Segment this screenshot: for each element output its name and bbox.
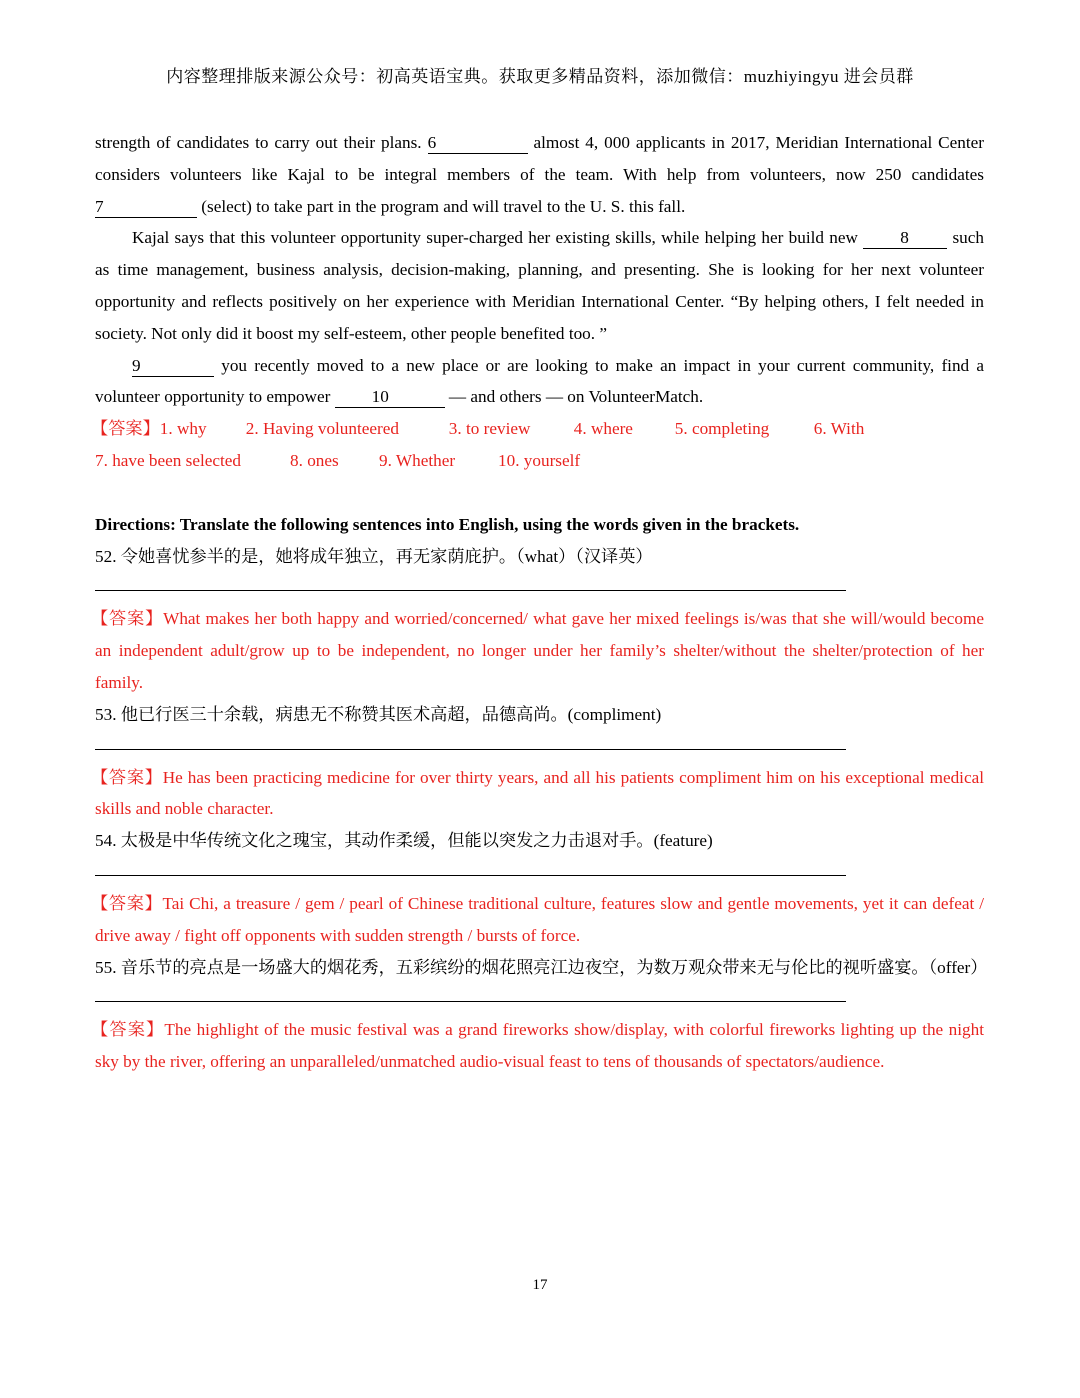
- answer-line: [95, 875, 846, 876]
- blank-8: 8: [863, 228, 947, 249]
- answer-text: What makes her both happy and worried/concerned/ what gave her mixed feelings is/was that she will/would become an independent adult/grow up to be independent, no longer under her family’s shelter/without the shelter/protection of her family.: [95, 609, 984, 692]
- answer-item: 9. Whether: [379, 450, 456, 470]
- answer-key: [91, 413, 984, 477]
- passage-text: strength of candidates to carry out their plans.: [95, 133, 428, 152]
- question-answer: [91, 1014, 984, 1078]
- question-prompt: 53. 他已行医三十余载，病患无不称赞其医术高超，品德高尚。(compliment): [95, 704, 662, 724]
- question-prompt: 52. 令她喜忧参半的是，她将成年独立，再无家荫庇护。（what）（汉译英）: [95, 546, 653, 566]
- answer-row-2: [95, 445, 984, 477]
- question-answer: [91, 603, 984, 698]
- answer-item: 5. completing: [674, 419, 770, 439]
- passage-text: such as time management, business analysis, decision-making, planning, and presenting. She is looking for her next volunteer opportunity and reflects positively on her experience with Meridian International Center. “By helping others, I felt needed in society. Not only did it boost my self-esteem, other people benefited too. ”: [95, 228, 984, 343]
- passage-text: Kajal says that this volunteer opportunity super-charged her existing skills, while helping her build new: [132, 228, 864, 248]
- answer-text: He has been practicing medicine for over thirty years, and all his patients compliment him on his exceptional medical skills and noble character.: [95, 767, 984, 819]
- answer-item: 4. where: [573, 419, 633, 439]
- question-53: [91, 699, 984, 825]
- answer-label: 【答案】: [91, 767, 163, 787]
- document-body: [91, 127, 988, 1078]
- answer-line: [95, 749, 846, 750]
- passage-text: almost 4, 000 applicants in 2017, Meridian International Center considers volunteers like Kajal to be integral members of the team. With help from volunteers, now 250 candidates: [95, 133, 984, 184]
- answer-row-1: [91, 413, 984, 445]
- blank-7: 7: [95, 197, 197, 218]
- question-52: [91, 541, 984, 699]
- passage-paragraph-2: [95, 222, 984, 349]
- answer-item: 1. why: [159, 419, 207, 439]
- answer-text: The highlight of the music festival was a grand fireworks show/display, with colorful fireworks lighting up the night sky by the river, offering an unparalleled/unmatched audio-visual feast to tens of thousands of spectators/audience.: [95, 1020, 984, 1072]
- passage-paragraph-3: [95, 350, 984, 414]
- blank-10: 10: [335, 387, 445, 408]
- passage-paragraph-1: [95, 127, 984, 222]
- question-answer: [91, 888, 984, 952]
- answer-label: 【答案】: [91, 893, 163, 913]
- blank-6: 6: [428, 133, 528, 154]
- answer-line: [95, 1001, 846, 1002]
- answer-label: 【答案】: [91, 419, 160, 439]
- question-54: [91, 825, 984, 951]
- answer-item: 8. ones: [290, 450, 339, 470]
- question-answer: [91, 762, 984, 826]
- answer-item: 10. yourself: [498, 450, 581, 470]
- answer-label: 【答案】: [91, 1020, 165, 1040]
- answer-line: [95, 590, 846, 591]
- blank-9: 9: [132, 356, 214, 377]
- directions-heading: Directions: Translate the following sentences into English, using the words given in the brackets.: [95, 514, 800, 534]
- question-55: [91, 952, 988, 1078]
- passage-text: (select) to take part in the program and will travel to the U. S. this fall.: [197, 196, 686, 216]
- answer-item: 3. to review: [448, 419, 531, 439]
- answer-item: 6. With: [813, 419, 865, 439]
- answer-label: 【答案】: [91, 609, 164, 629]
- answer-item: 2. Having volunteered: [245, 419, 399, 439]
- question-prompt: 54. 太极是中华传统文化之瑰宝，其动作柔缓，但能以突发之力击退对手。(feature): [95, 831, 713, 851]
- answer-item: 7. have been selected: [95, 450, 242, 470]
- page-header: 内容整理排版来源公众号：初高英语宝典。获取更多精品资料，添加微信：muzhiyingyu 进会员群: [166, 67, 914, 86]
- question-prompt: 55. 音乐节的亮点是一场盛大的烟花秀，五彩缤纷的烟花照亮江边夜空，为数万观众带来无与伦比的视听盛宴。（offer）: [95, 957, 988, 977]
- answer-text: Tai Chi, a treasure / gem / pearl of Chinese traditional culture, features slow and gentle movements, yet it can defeat / drive away / fight off opponents with sudden strength / bursts of force.: [95, 893, 984, 945]
- passage-text: — and others — on VolunteerMatch.: [444, 387, 704, 407]
- passage-text: you recently moved to a new place or are looking to make an impact in your current community, find a volunteer opportunity to empower: [95, 355, 984, 407]
- page-number: 17: [532, 1277, 548, 1293]
